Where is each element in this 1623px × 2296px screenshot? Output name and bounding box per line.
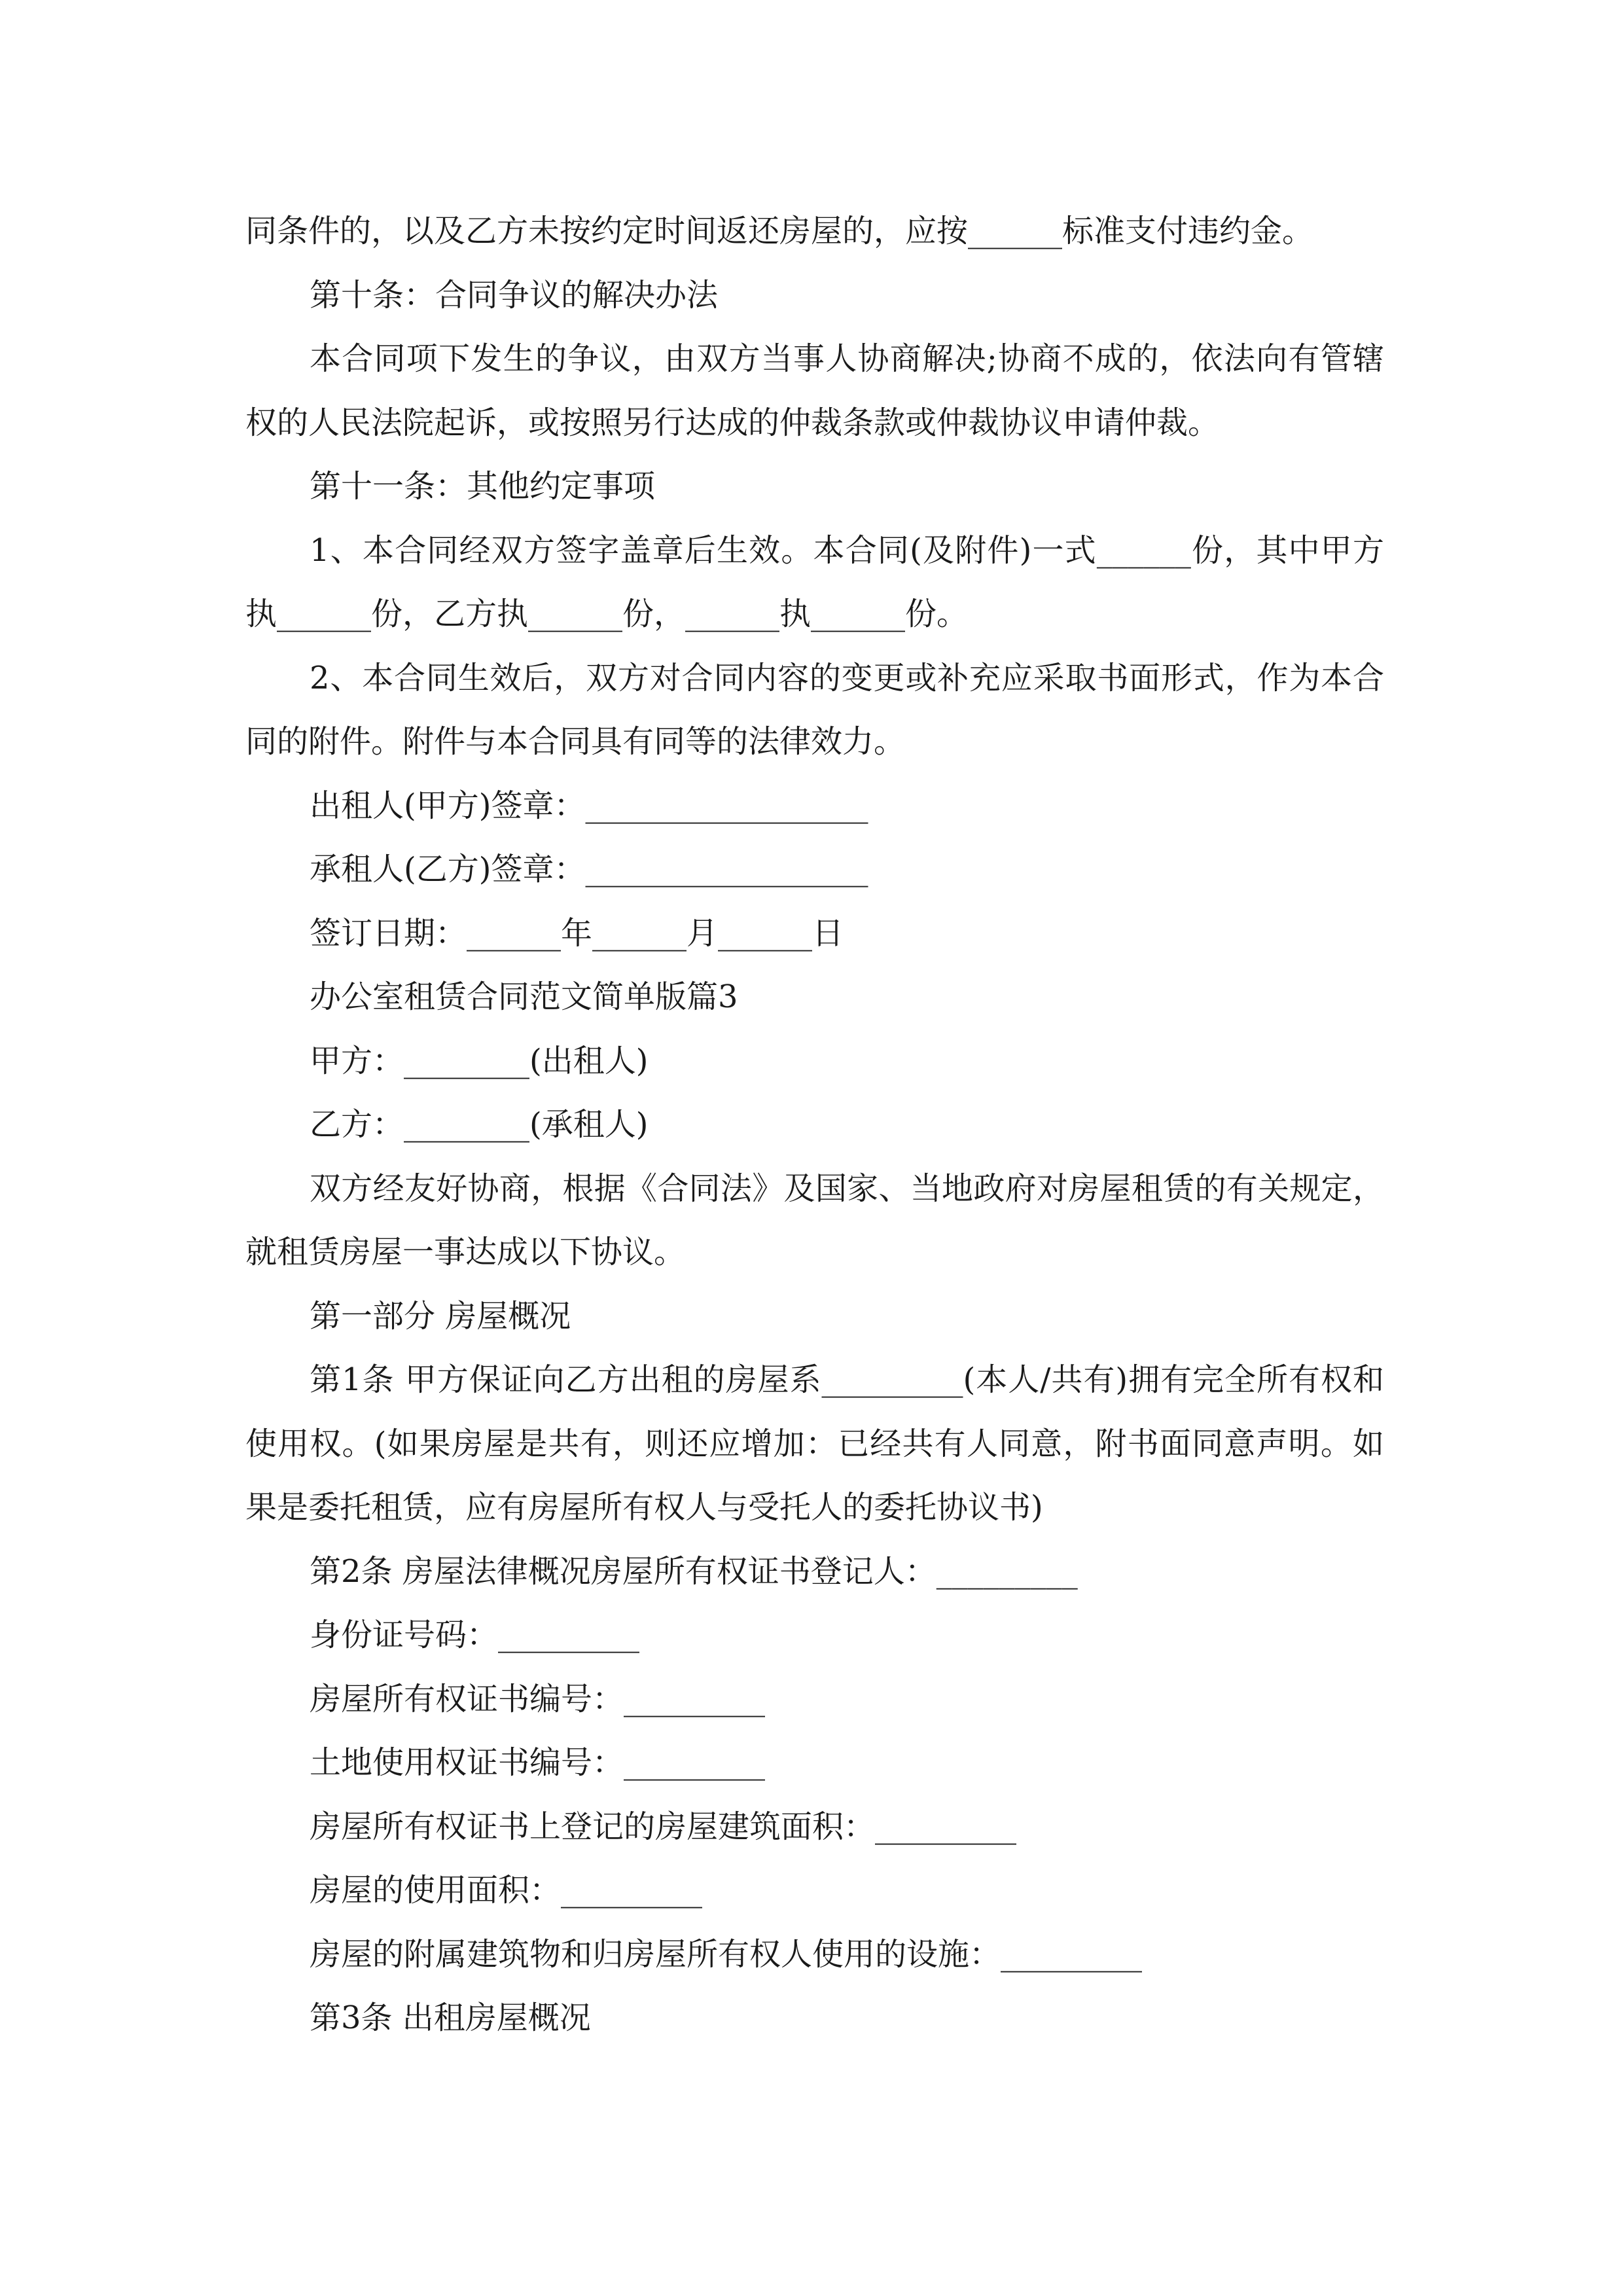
paragraph-amendments: 2、本合同生效后，双方对合同内容的变更或补充应采取书面形式，作为本合同的附件。附件与本合同具有同等的法律效力。: [245, 659, 1384, 760]
field-usable-area: 房屋的使用面积：_________: [310, 1872, 703, 1909]
paragraph-dispute-resolution: 本合同项下发生的争议，由双方当事人协商解决;协商不成的，依法向有管辖权的人民法院起诉，或按照另行达成的仲裁条款或仲裁协议申请仲裁。: [245, 340, 1384, 441]
signing-date: 签订日期：______年______月______日: [310, 914, 844, 952]
paragraph-article-2: 第2条 房屋法律概况房屋所有权证书登记人：_________: [310, 1552, 1078, 1590]
paragraph-effect-copies: 1、本合同经双方签字盖章后生效。本合同(及附件)一式______份，其中甲方执______份，乙方执______份，______执______份。: [245, 531, 1384, 632]
field-ownership-cert-no: 房屋所有权证书编号：_________: [310, 1680, 766, 1717]
section-title-template-3: 办公室租赁合同范文简单版篇3: [310, 978, 738, 1015]
party-b: 乙方：________(承租人): [310, 1106, 649, 1143]
paragraph-preamble: 双方经友好协商，根据《合同法》及国家、当地政府对房屋租赁的有关规定，就租赁房屋一事达成以下协议。: [245, 1170, 1384, 1270]
party-a: 甲方：________(出租人): [310, 1042, 649, 1079]
field-id-number: 身份证号码：_________: [310, 1617, 640, 1653]
signature-lessee: 承租人(乙方)签章：__________________: [310, 851, 868, 888]
heading-article-11: 第十一条：其他约定事项: [310, 468, 656, 505]
document-body: [245, 200, 1384, 2051]
heading-part-1: 第一部分 房屋概况: [310, 1297, 571, 1335]
field-land-cert-no: 土地使用权证书编号：_________: [310, 1744, 766, 1781]
heading-article-3: 第3条 出租房屋概况: [310, 2000, 591, 2036]
field-ancillary-facilities: 房屋的附属建筑物和归房屋所有权人使用的设施：_________: [310, 1935, 1143, 1973]
paragraph-article-1: 第1条 甲方保证向乙方出租的房屋系_________(本人/共有)拥有完全所有权和使用权。(如果房屋是共有，则还应增加：已经共有人同意，附书面同意声明。如果是委托租赁，应有房屋所有权人与受托人的委托协议书): [245, 1361, 1384, 1526]
field-building-area: 房屋所有权证书上登记的房屋建筑面积：_________: [310, 1808, 1017, 1845]
paragraph-penalty-clause-end: 同条件的，以及乙方未按约定时间返还房屋的，应按______标准支付违约金。: [245, 213, 1314, 249]
heading-article-10: 第十条：合同争议的解决办法: [310, 276, 719, 314]
signature-lessor: 出租人(甲方)签章：__________________: [310, 787, 868, 824]
